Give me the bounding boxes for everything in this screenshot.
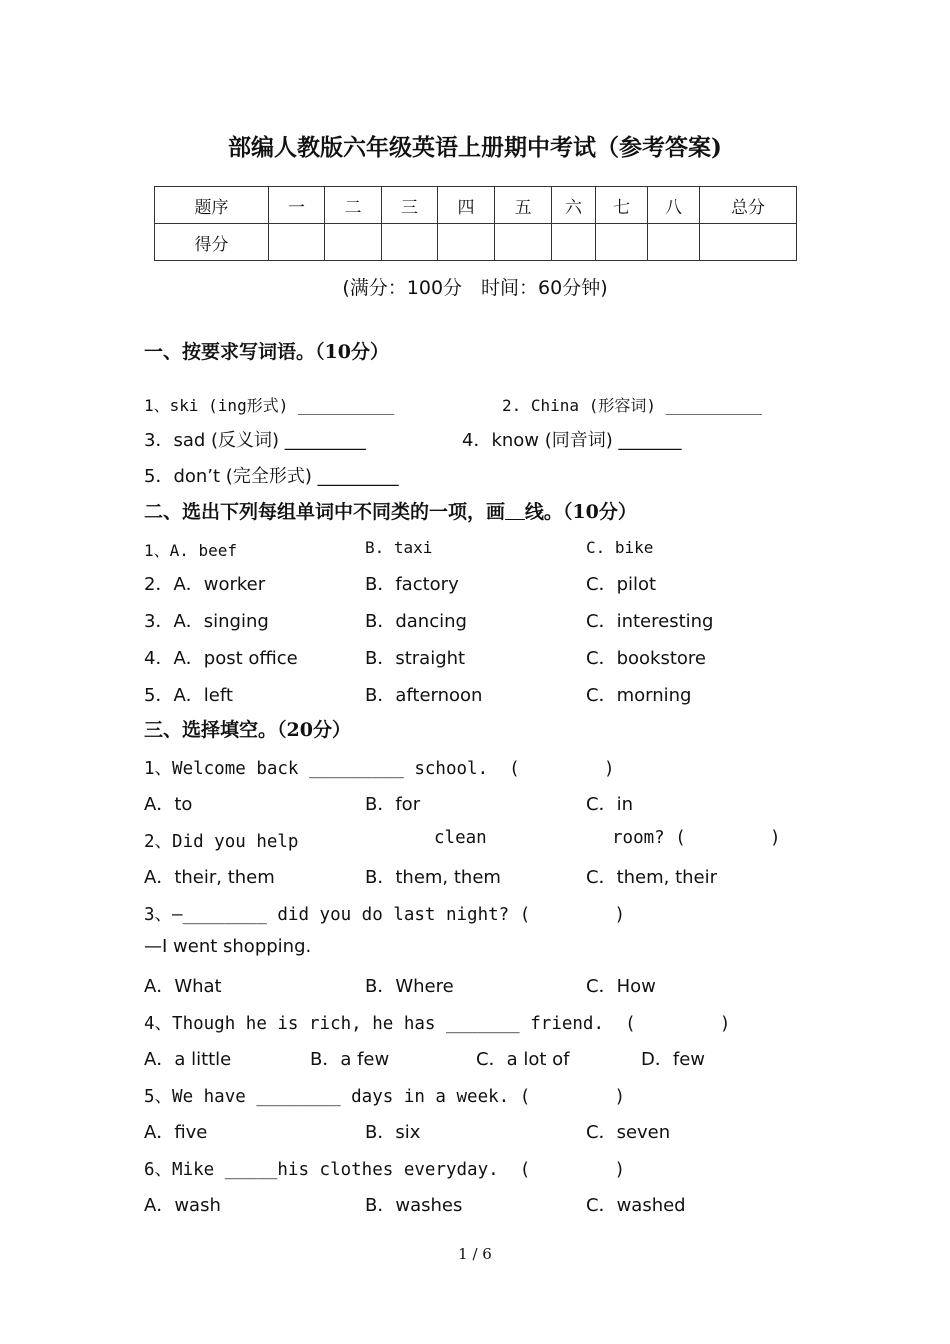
- s3-q6-option-c: C．washed: [586, 1195, 686, 1216]
- s3-q3-option-c: C．How: [586, 976, 656, 997]
- score-cell: [325, 224, 382, 261]
- s3-q5-option-a: A．five: [144, 1122, 208, 1143]
- s3-q5-option-c: C．seven: [586, 1122, 671, 1143]
- section-3-heading: 三、选择填空。（20分）: [144, 719, 351, 741]
- score-cell: [382, 224, 438, 261]
- s3-q4-option-c: C．a lot of: [476, 1049, 570, 1070]
- s3-q6-option-a: A．wash: [144, 1195, 221, 1216]
- score-table-score-row: [155, 224, 797, 261]
- s3-q6-option-b: B．washes: [365, 1195, 463, 1216]
- s2-row-4-option-b: B．straight: [365, 648, 466, 669]
- score-header-cell: 八: [648, 187, 700, 224]
- score-cell: [552, 224, 596, 261]
- section-2-heading-pre: 二、选出下列每组单词中不同类的一项，画: [144, 501, 506, 523]
- page-number: 1 / 6: [458, 1245, 492, 1263]
- score-header-cell: 七: [596, 187, 648, 224]
- page-title: 部编人教版六年级英语上册期中考试（参考答案): [228, 134, 722, 161]
- score-cell: [700, 224, 797, 261]
- s3-q3-option-a: A．What: [144, 976, 222, 997]
- s2-row-5-option-b: B．afternoon: [365, 685, 483, 706]
- s3-q2-option-c: C．them, their: [586, 867, 718, 888]
- section-2-heading-post: 线。（10分）: [524, 501, 637, 523]
- s1-question-1: 1、ski (ing形式) __________: [144, 396, 395, 415]
- s3-question-5: 5、We have ________ days in a week. ( ): [144, 1087, 626, 1107]
- s2-row-4-option-c: C．bookstore: [586, 648, 706, 669]
- s3-q4-option-d: D．few: [641, 1049, 705, 1070]
- section-2-heading-blank: [505, 501, 525, 523]
- s3-q3-option-b: B．Where: [365, 976, 454, 997]
- s2-row-2-option-b: B．factory: [365, 574, 459, 595]
- s3-q1-option-b: B．for: [365, 794, 421, 815]
- score-header-cell: 总分: [700, 187, 797, 224]
- score-header-cell: 一: [269, 187, 325, 224]
- s3-question-2-part-1: 2、Did you help: [144, 832, 299, 852]
- score-header-cell: 六: [552, 187, 596, 224]
- s3-q4-option-b: B．a few: [310, 1049, 390, 1070]
- s2-row-5-option-a: 5．A．left: [144, 685, 233, 706]
- section-2-heading: [144, 497, 637, 524]
- s2-row-3-option-b: B．dancing: [365, 611, 467, 632]
- score-header-cell: 四: [438, 187, 495, 224]
- s2-row-3-option-c: C．interesting: [586, 611, 714, 632]
- s3-q4-option-a: A．a little: [144, 1049, 232, 1070]
- score-cell: [596, 224, 648, 261]
- s2-row-2-option-a: 2．A．worker: [144, 574, 266, 595]
- s2-row-5-option-c: C．morning: [586, 685, 692, 706]
- exam-info: (满分：100分 时间：60分钟): [342, 277, 608, 299]
- section-1-heading: 一、按要求写词语。（10分）: [144, 341, 389, 363]
- score-cell: [438, 224, 495, 261]
- s3-q1-option-c: C．in: [586, 794, 633, 815]
- s3-question-3-reply: —I went shopping.: [144, 936, 312, 957]
- s3-question-4: 4、Though he is rich, he has _______ friend. ( ): [144, 1014, 731, 1034]
- s1-question-4: 4．know (同音词) _______: [462, 430, 682, 451]
- s1-question-5: 5．don’t (完全形式) _________: [144, 466, 399, 487]
- score-cell: [648, 224, 700, 261]
- score-cell: [269, 224, 325, 261]
- s3-question-3: 3、—________ did you do last night? ( ): [144, 905, 626, 925]
- score-table: [154, 186, 797, 261]
- s2-row-4-option-a: 4．A．post office: [144, 648, 298, 669]
- s3-q1-option-a: A．to: [144, 794, 193, 815]
- s3-question-6: 6、Mike _____his clothes everyday. ( ): [144, 1160, 626, 1180]
- s2-row-1-option-b: B. taxi: [365, 538, 433, 557]
- s2-row-1-option-a: 1、A. beef: [144, 541, 238, 560]
- s3-q5-option-b: B．six: [365, 1122, 421, 1143]
- score-header-cell: 题序: [155, 187, 269, 224]
- score-table-header-row: [155, 187, 797, 224]
- s1-question-3: 3．sad (反义词) _________: [144, 430, 366, 451]
- s3-q2-option-b: B．them, them: [365, 867, 501, 888]
- s3-q2-option-a: A．their, them: [144, 867, 275, 888]
- s2-row-3-option-a: 3．A．singing: [144, 611, 269, 632]
- s1-question-2: 2. China (形容词) __________: [502, 396, 762, 415]
- score-header-cell: 二: [325, 187, 382, 224]
- score-header-cell: 五: [495, 187, 552, 224]
- score-cell: [495, 224, 552, 261]
- s3-question-1: 1、Welcome back _________ school. ( ): [144, 759, 615, 779]
- score-header-cell: 三: [382, 187, 438, 224]
- s3-question-2-part-2: clean: [434, 828, 487, 848]
- score-row-label: 得分: [155, 224, 269, 261]
- s2-row-1-option-c: C. bike: [586, 538, 654, 557]
- s3-question-2-part-3: room? ( ): [612, 828, 781, 848]
- s2-row-2-option-c: C．pilot: [586, 574, 657, 595]
